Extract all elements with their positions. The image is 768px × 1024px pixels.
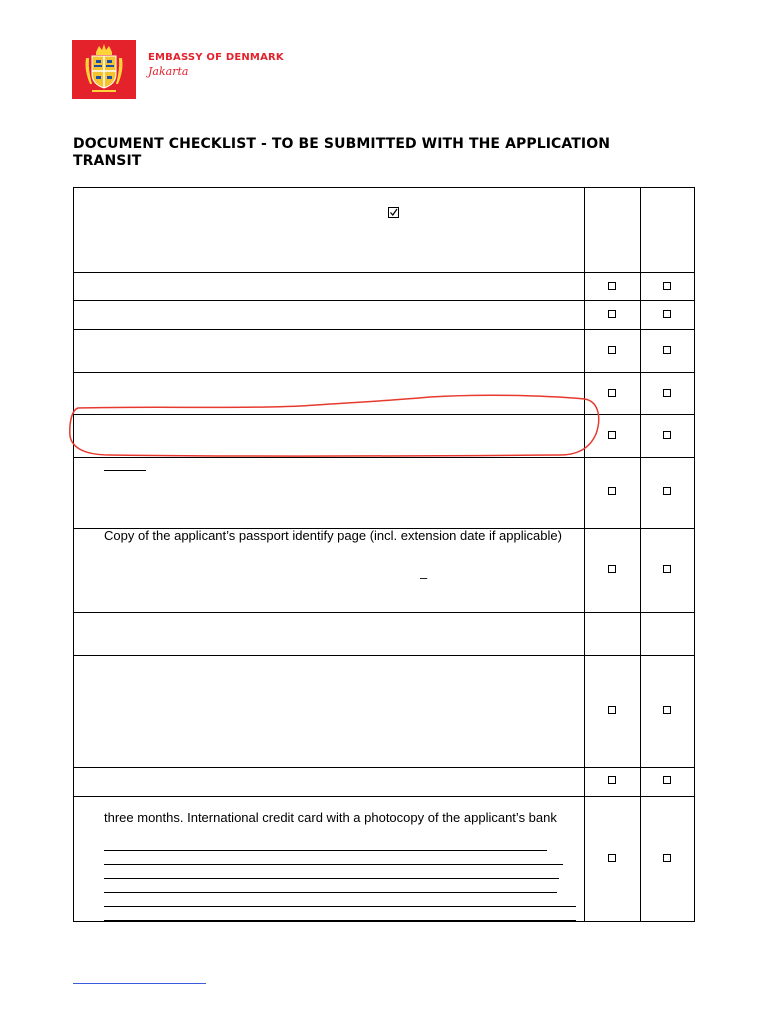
row-line xyxy=(73,187,695,188)
text-underline xyxy=(104,470,146,471)
checkbox-icon[interactable] xyxy=(608,431,616,439)
column-divider-1 xyxy=(584,187,585,922)
fill-in-line xyxy=(104,864,563,865)
row-line xyxy=(73,272,695,273)
org-city: Jakarta xyxy=(148,65,189,78)
row-line xyxy=(73,767,695,768)
checkbox-icon[interactable] xyxy=(663,776,671,784)
checkbox-icon[interactable] xyxy=(608,565,616,573)
row-line xyxy=(73,300,695,301)
row-line xyxy=(73,414,695,415)
row-line xyxy=(73,921,695,922)
checkbox-icon[interactable] xyxy=(663,346,671,354)
fill-in-line xyxy=(104,850,547,851)
funds-text: three months. International credit card with a photocopy of the applicant’s bank xyxy=(104,810,557,825)
embassy-wordmark xyxy=(148,53,284,77)
row-line xyxy=(73,329,695,330)
fill-in-line xyxy=(104,906,576,907)
passport-copy-text: Copy of the applicant’s passport identify page (incl. extension date if applicable) xyxy=(104,528,562,543)
checkbox-icon[interactable] xyxy=(608,282,616,290)
danish-coat-of-arms-icon xyxy=(72,40,136,99)
checkbox-icon[interactable] xyxy=(663,487,671,495)
checkbox-icon[interactable] xyxy=(608,776,616,784)
fill-in-line xyxy=(104,878,559,879)
title-line-2: TRANSIT xyxy=(73,153,142,169)
checkbox-icon[interactable] xyxy=(608,310,616,318)
checkbox-icon[interactable] xyxy=(608,389,616,397)
checkbox-icon[interactable] xyxy=(663,854,671,862)
row-line xyxy=(73,372,695,373)
fill-in-line xyxy=(104,920,576,921)
org-name: EMBASSY OF DENMARK xyxy=(148,52,284,63)
row-line xyxy=(73,796,695,797)
fill-in-line xyxy=(104,892,557,893)
row-line xyxy=(73,457,695,458)
checkbox-icon[interactable] xyxy=(663,310,671,318)
embassy-logo xyxy=(72,40,136,99)
title-line-1: DOCUMENT CHECKLIST - TO BE SUBMITTED WITH THE APPLICATION xyxy=(73,136,611,152)
checkbox-icon[interactable] xyxy=(608,487,616,495)
checkbox-icon[interactable] xyxy=(663,282,671,290)
table-border-right xyxy=(694,187,695,922)
checkbox-icon[interactable] xyxy=(608,346,616,354)
dash-mark: – xyxy=(420,570,428,585)
row-line xyxy=(73,655,695,656)
checkbox-icon[interactable] xyxy=(608,854,616,862)
checkbox-icon[interactable] xyxy=(663,431,671,439)
checkbox-icon[interactable] xyxy=(608,706,616,714)
checkbox-icon[interactable] xyxy=(663,389,671,397)
page-title xyxy=(73,136,610,170)
checked-box-icon xyxy=(388,207,399,218)
column-divider-2 xyxy=(640,187,641,922)
checkbox-icon[interactable] xyxy=(663,565,671,573)
row-line xyxy=(73,612,695,613)
table-border-left xyxy=(73,187,74,922)
footer-link[interactable] xyxy=(73,983,206,984)
checkbox-icon[interactable] xyxy=(663,706,671,714)
